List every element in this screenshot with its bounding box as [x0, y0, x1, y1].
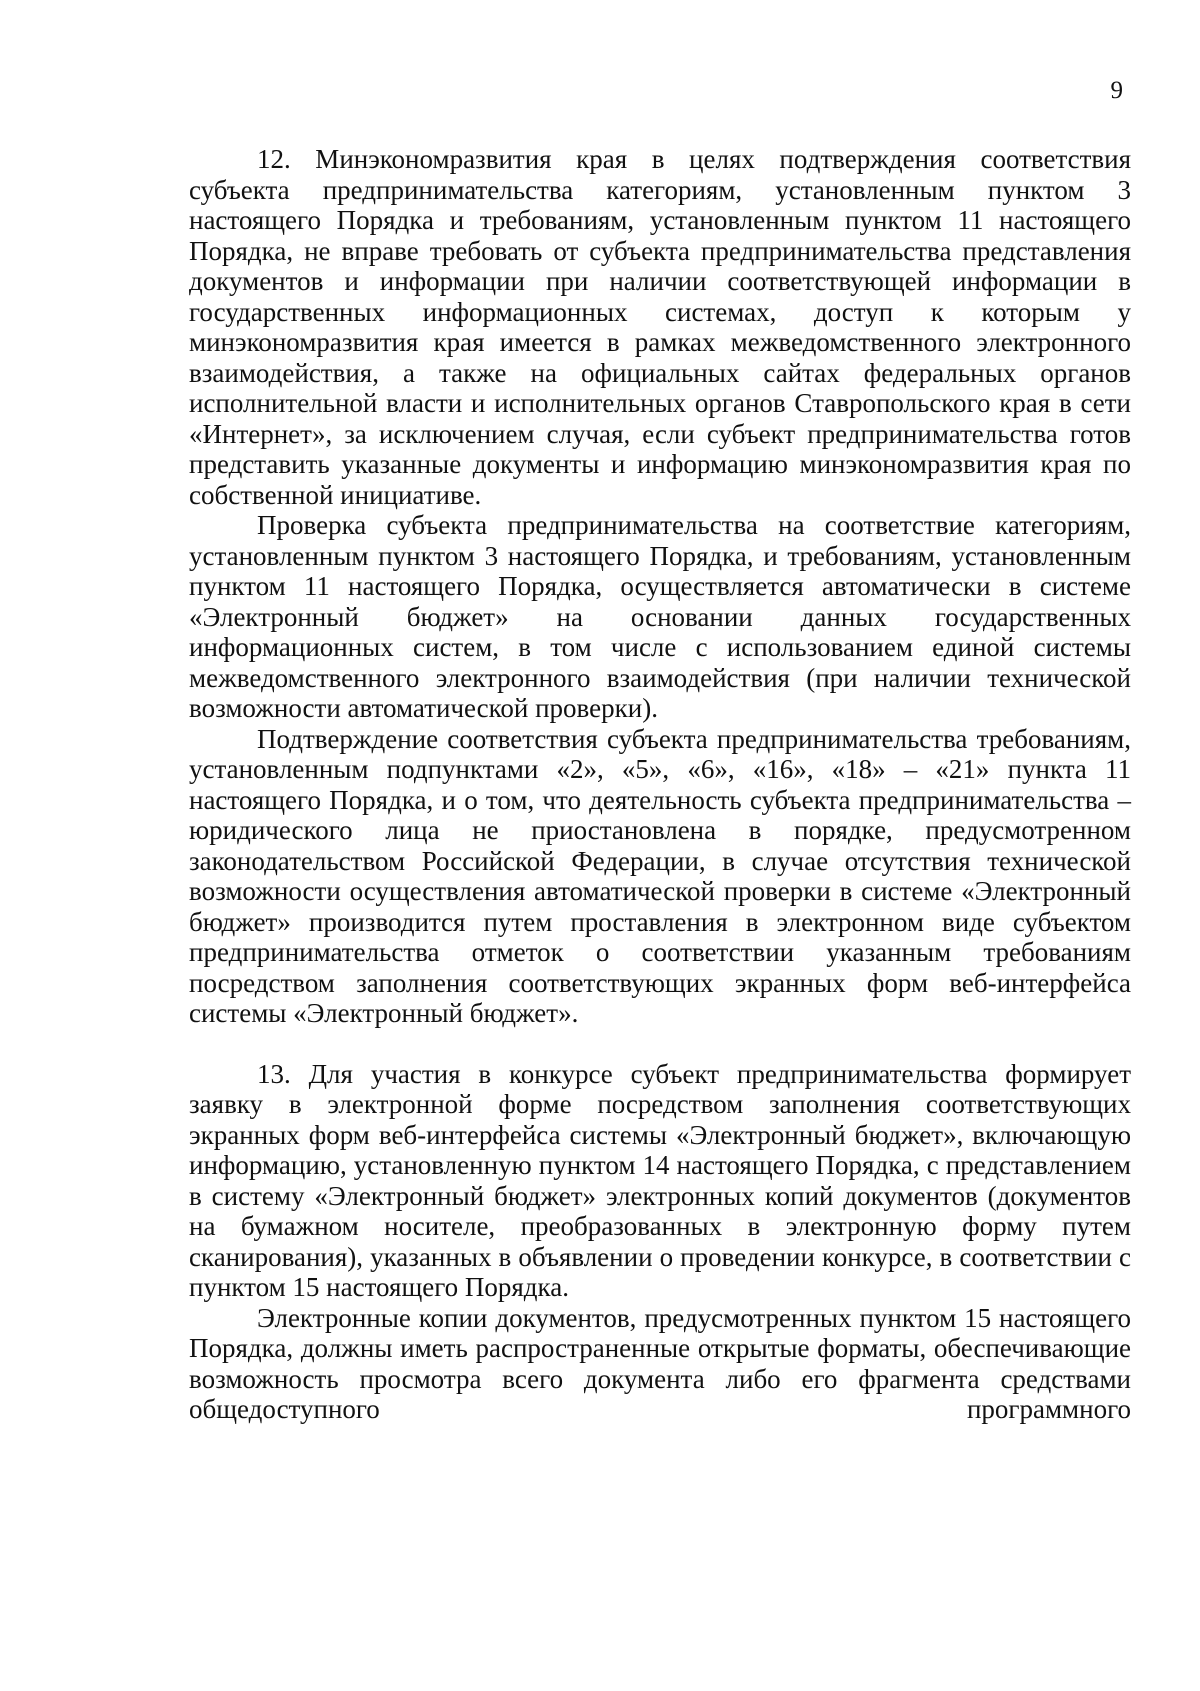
paragraph-confirmation: Подтверждение соответствия субъекта предпринимательства требованиям, установленным подпунктами «2», «5», «6», «16», «18» – «21» пункта 11 настоящего Порядка, и о том, что деятельность субъекта предпринимательства – юридического лица не приостановлена в порядке, предусмотренном законодательством Российской Федерации, в случае отсутствия технической возможности осуществления автоматической проверки в системе «Электронный бюджет» производится путем проставления в электронном виде субъектом предпринимательства отметок о соответствии указанным требованиям посредством заполнения соответствующих экранных форм веб-интерфейса системы «Электронный бюджет». [189, 723, 1131, 1028]
page-number: 9 [1110, 77, 1123, 104]
paragraph-verification: Проверка субъекта предпринимательства на соответствие категориям, установленным пунктом 3 настоящего Порядка, и требованиям, установленным пунктом 11 настоящего Порядка, осуществляется автоматически в системе «Электронный бюджет» на основании данных государственных информационных систем, в том числе с использованием единой системы межведомственного электронного взаимодействия (при наличии технической возможности автоматической проверки). [189, 510, 1131, 723]
paragraph-electronic-copies: Электронные копии документов, предусмотренных пунктом 15 настоящего Порядка, должны иметь распространенные открытые форматы, обеспечивающие возможность просмотра всего документа либо его фрагмента средствами общедоступного программного [189, 1302, 1131, 1424]
paragraph-item-12: 12. Минэкономразвития края в целях подтверждения соответствия субъекта предпринимательства категориям, установленным пунктом 3 настоящего Порядка и требованиям, установленным пунктом 11 настоящего Порядка, не вправе требовать от субъекта предпринимательства представления документов и информации при наличии соответствующей информации в государственных информационных системах, доступ к которым у минэкономразвития края имеется в рамках межведомственного электронного взаимодействия, а также на официальных сайтах федеральных органов исполнительной власти и исполнительных органов Ставропольского края в сети «Интернет», за исключением случая, если субъект предпринимательства готов представить указанные документы и информацию минэкономразвития края по собственной инициативе. [189, 144, 1131, 510]
paragraph-item-13: 13. Для участия в конкурсе субъект предпринимательства формирует заявку в электронной форме посредством заполнения соответствующих экранных форм веб-интерфейса системы «Электронный бюджет», включающую информацию, установленную пунктом 14 настоящего Порядка, с представлением в систему «Электронный бюджет» электронных копий документов (документов на бумажном носителе, преобразованных в электронную форму путем сканирования), указанных в объявлении о проведении конкурсе, в соответствии с пунктом 15 настоящего Порядка. [189, 1058, 1131, 1302]
paragraph-gap [189, 1029, 1131, 1059]
document-body [189, 144, 1131, 1425]
